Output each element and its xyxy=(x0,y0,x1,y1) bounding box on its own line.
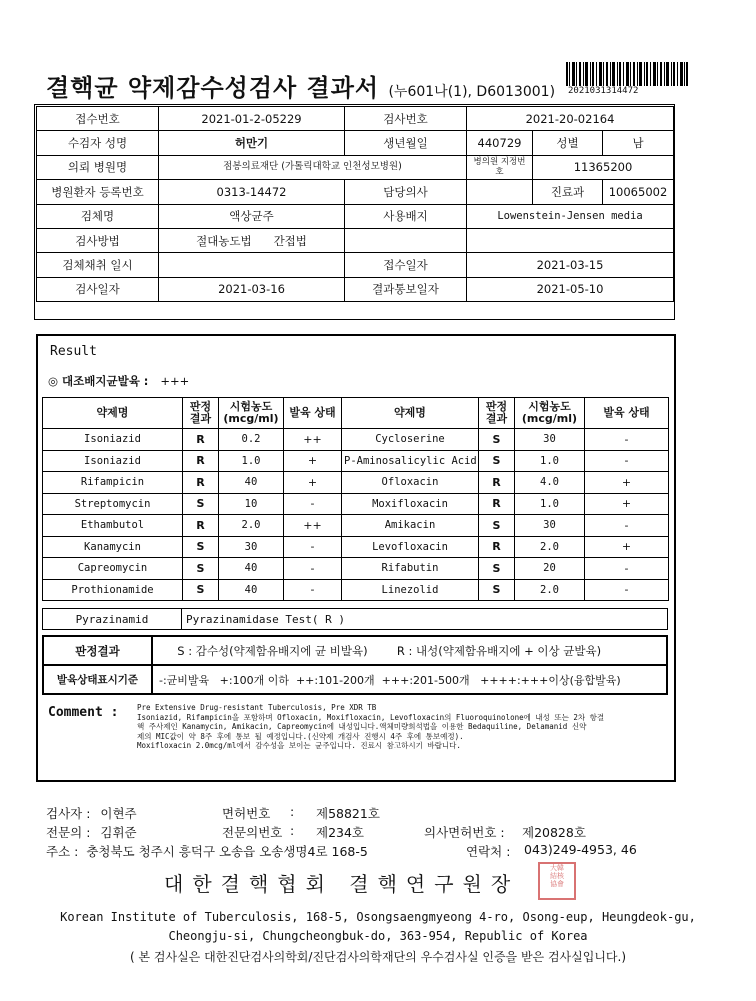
doctor-license: 제20828호 xyxy=(522,825,586,840)
method-2: 간접법 xyxy=(273,233,307,248)
received-date-label: 접수일자 xyxy=(345,253,467,277)
drug-name: Cycloserine xyxy=(342,429,479,451)
comment-line: 제의 MIC값이 약 8주 후에 통보 될 예정입니다.(신약제 개검사 진행시 4주 후에 통보예정). xyxy=(137,731,464,741)
table-row xyxy=(43,429,669,451)
judgement-r: R : 내성(약제함유배지에 + 이상 균발육) xyxy=(396,643,602,658)
patient-name-label: 수검자 성명 xyxy=(37,131,159,155)
control-growth-label: ◎ 대조배지균발육 : xyxy=(48,374,149,388)
license: 제58821호 xyxy=(316,806,380,821)
judgement: R xyxy=(183,515,219,537)
drug-name: Isoniazid xyxy=(43,429,183,451)
header-row xyxy=(37,228,674,252)
drug-name: Kanamycin xyxy=(43,536,183,558)
col-growth: 발육 상태 xyxy=(284,398,342,429)
growth-status: ++ xyxy=(284,515,342,537)
test-date: 2021-03-16 xyxy=(159,277,345,301)
specialist-no-label: 전문의번호 xyxy=(222,825,283,840)
concentration: 2.0 xyxy=(515,536,585,558)
specialist-line xyxy=(46,823,666,841)
drug-table xyxy=(42,397,669,601)
comment-line: Isoniazid, Rifampicin을 포함하며 Ofloxacin, Moxifloxacin, Levofloxacin의 Fluoroquinolone에 내성 또는 2차 항결 xyxy=(137,712,605,722)
legend-judgement-row xyxy=(43,636,667,665)
judgement: R xyxy=(479,493,515,515)
judgement: R xyxy=(183,472,219,494)
specialist: 김휘준 xyxy=(100,825,137,840)
drug-name: Amikacin xyxy=(342,515,479,537)
growth-status: - xyxy=(284,493,342,515)
test-no-label: 검사번호 xyxy=(345,107,467,131)
patient-reg-label: 병원환자 등록번호 xyxy=(37,180,159,204)
control-growth xyxy=(48,373,189,389)
drug-name: Levofloxacin xyxy=(342,536,479,558)
seal-stamp-icon: 大韓 結核 協會 xyxy=(538,862,576,900)
patient-name: 허만기 xyxy=(159,131,345,155)
hospital-label: 의뢰 병원명 xyxy=(37,155,159,179)
specimen: 액상균주 xyxy=(159,204,345,228)
concentration: 30 xyxy=(515,429,585,451)
header-row xyxy=(37,180,674,204)
concentration: 4.0 xyxy=(515,472,585,494)
institution-code-label: 병의원 지정번호 xyxy=(467,155,533,179)
header-row xyxy=(37,253,674,277)
pyrazinamide-value: Pyrazinamidase Test( R ) xyxy=(182,609,668,630)
drug-name: Rifabutin xyxy=(342,558,479,580)
growth-status: - xyxy=(284,558,342,580)
concentration: 0.2 xyxy=(219,429,284,451)
growth-status: + xyxy=(284,472,342,494)
col-drug: 약제명 xyxy=(43,398,183,429)
concentration: 1.0 xyxy=(219,450,284,472)
receipt-no: 2021-01-2-05229 xyxy=(159,107,345,131)
judgement: S xyxy=(479,450,515,472)
address-line xyxy=(46,842,686,860)
growth-status: - xyxy=(585,515,669,537)
sex: 남 xyxy=(603,131,674,155)
concentration: 10 xyxy=(219,493,284,515)
growth-label: 발육상태표시기준 xyxy=(43,665,152,694)
english-address-2: Cheongju-si, Chungcheongbuk-do, 363-954, Republic of Korea xyxy=(168,929,588,943)
specialist-no-sep: : xyxy=(290,823,295,838)
judgement-text xyxy=(152,636,667,665)
dept-label: 진료과 xyxy=(533,180,603,204)
header-row xyxy=(37,204,674,228)
sex-label: 성별 xyxy=(533,131,603,155)
address: 충청북도 청주시 흥덕구 오송읍 오송생명4로 168-5 xyxy=(86,844,368,859)
judgement: R xyxy=(183,450,219,472)
comment-text xyxy=(137,703,662,751)
header-row xyxy=(37,107,674,131)
drug-name: Ethambutol xyxy=(43,515,183,537)
english-address-1: Korean Institute of Tuberculosis, 168-5, Osongsaengmyeong 4-ro, Osong-eup, Heungdeok-gu, xyxy=(60,910,696,924)
barcode-number: 2021031314472 xyxy=(568,86,639,96)
concentration: 2.0 xyxy=(515,579,585,601)
legend-table xyxy=(42,635,668,695)
judgement: S xyxy=(183,536,219,558)
organization-name: 대한결핵협회 결핵연구원장 xyxy=(164,872,520,896)
col-judgement: 판정 결과 xyxy=(183,398,219,429)
judgement: S xyxy=(183,579,219,601)
doctor xyxy=(467,180,533,204)
examiner-label: 검사자 : xyxy=(46,806,91,821)
address-label: 주소 : xyxy=(46,844,79,859)
growth-status: ++ xyxy=(284,429,342,451)
col-drug: 약제명 xyxy=(342,398,479,429)
comment-line: 핵 주사제인 Kanamycin, Amikacin, Capreomycin에 내성입니다.액체미량희석법을 이용한 Bedaquiline, Delamanid 신약 xyxy=(137,722,587,732)
specialist-no: 제234호 xyxy=(316,825,365,840)
medium: Lowenstein-Jensen media xyxy=(467,204,674,228)
certification-note: ( 본 검사실은 대한진단검사의학회/진단검사의학재단의 우수검사실 인증을 받은 검사실입니다.) xyxy=(129,950,626,964)
barcode-icon xyxy=(566,62,688,86)
legend-growth-row xyxy=(43,665,667,694)
growth-status: - xyxy=(585,429,669,451)
method-empty-2 xyxy=(467,228,674,252)
document-title: 결핵균 약제감수성검사 결과서 (누601나(1), D6013001) xyxy=(46,74,556,102)
control-growth-value: +++ xyxy=(160,374,190,388)
hospital: 점봉의료재단 (가톨릭대학교 인천성모병원) xyxy=(159,155,467,179)
dept: 10065002 xyxy=(603,180,674,204)
growth-status: + xyxy=(284,450,342,472)
license-label: 면허번호 xyxy=(222,806,271,821)
concentration: 2.0 xyxy=(219,515,284,537)
comment-line: Moxifloxacin 2.0mcg/ml에서 감수성을 보이는 균주입니다. 진료시 참고하시기 바랍니다. xyxy=(137,741,461,751)
medium-label: 사용배지 xyxy=(345,204,467,228)
contact-label: 연락처 : xyxy=(466,844,511,859)
drug-name: Prothionamide xyxy=(43,579,183,601)
report-date-label: 결과통보일자 xyxy=(345,277,467,301)
judgement: S xyxy=(479,579,515,601)
drug-name: Capreomycin xyxy=(43,558,183,580)
birth-label: 생년월일 xyxy=(345,131,467,155)
drug-name: P-Aminosalicylic Acid xyxy=(342,450,479,472)
collection-date xyxy=(159,253,345,277)
judgement: S xyxy=(479,515,515,537)
header-row xyxy=(37,277,674,301)
concentration: 1.0 xyxy=(515,493,585,515)
pyrazinamide-row xyxy=(43,609,668,630)
growth-status: - xyxy=(284,536,342,558)
judgement: S xyxy=(183,558,219,580)
report-date: 2021-05-10 xyxy=(467,277,674,301)
judgement: R xyxy=(183,429,219,451)
pyrazinamide-label: Pyrazinamid xyxy=(43,609,182,630)
method xyxy=(159,228,345,252)
table-row xyxy=(43,558,669,580)
table-row xyxy=(43,579,669,601)
header-table xyxy=(36,106,674,302)
drug-name: Streptomycin xyxy=(43,493,183,515)
comment-line: Pre Extensive Drug-resistant Tuberculosis, Pre XDR TB xyxy=(137,703,377,712)
table-row xyxy=(43,536,669,558)
growth-status: + xyxy=(585,493,669,515)
drug-name: Rifampicin xyxy=(43,472,183,494)
examiner: 이현주 xyxy=(100,806,137,821)
table-row xyxy=(43,493,669,515)
concentration: 40 xyxy=(219,472,284,494)
license-sep: : xyxy=(290,804,295,819)
concentration: 30 xyxy=(219,536,284,558)
received-date: 2021-03-15 xyxy=(467,253,674,277)
test-date-label: 검사일자 xyxy=(37,277,159,301)
specimen-label: 검체명 xyxy=(37,204,159,228)
doctor-label: 담당의사 xyxy=(345,180,467,204)
judgement: S xyxy=(479,429,515,451)
method-empty xyxy=(345,228,467,252)
patient-reg: 0313-14472 xyxy=(159,180,345,204)
result-label: Result xyxy=(50,344,97,359)
col-concentration: 시험농도 (mcg/ml) xyxy=(219,398,284,429)
drug-name: Moxifloxacin xyxy=(342,493,479,515)
test-no: 2021-20-02164 xyxy=(467,107,674,131)
drug-name: Linezolid xyxy=(342,579,479,601)
document-code: (누601나(1), D6013001) xyxy=(388,84,556,100)
receipt-no-label: 접수번호 xyxy=(37,107,159,131)
header-row xyxy=(37,155,674,179)
col-judgement: 판정 결과 xyxy=(479,398,515,429)
judgement-label: 판정결과 xyxy=(43,636,152,665)
method-1: 절대농도법 xyxy=(196,233,252,248)
concentration: 1.0 xyxy=(515,450,585,472)
growth-text: -:균비발육 +:100개 이하 ++:101-200개 +++:201-500개 ++++:+++이상(융합발육) xyxy=(152,665,667,694)
doctor-license-label: 의사면허번호 : xyxy=(424,825,505,840)
comment-label: Comment : xyxy=(48,705,119,720)
table-row xyxy=(43,450,669,472)
pyrazinamide-table xyxy=(42,608,668,630)
institution-code: 11365200 xyxy=(533,155,674,179)
growth-status: + xyxy=(585,472,669,494)
growth-status: - xyxy=(284,579,342,601)
judgement: S xyxy=(183,493,219,515)
concentration: 40 xyxy=(219,558,284,580)
growth-status: - xyxy=(585,450,669,472)
drug-name: Isoniazid xyxy=(43,450,183,472)
concentration: 30 xyxy=(515,515,585,537)
growth-status: - xyxy=(585,579,669,601)
judgement: R xyxy=(479,472,515,494)
col-concentration: 시험농도 (mcg/ml) xyxy=(515,398,585,429)
collection-date-label: 검체채취 일시 xyxy=(37,253,159,277)
examiner-line xyxy=(46,804,380,822)
judgement: S xyxy=(479,558,515,580)
col-growth: 발육 상태 xyxy=(585,398,669,429)
concentration: 40 xyxy=(219,579,284,601)
growth-status: - xyxy=(585,558,669,580)
header-row xyxy=(37,131,674,155)
table-row xyxy=(43,515,669,537)
drug-name: Ofloxacin xyxy=(342,472,479,494)
birth: 440729 xyxy=(467,131,533,155)
method-label: 검사방법 xyxy=(37,228,159,252)
contact: 043)249-4953, 46 xyxy=(524,842,637,857)
drug-table-header xyxy=(43,398,669,429)
table-row xyxy=(43,472,669,494)
judgement: R xyxy=(479,536,515,558)
growth-status: + xyxy=(585,536,669,558)
specialist-label: 전문의 : xyxy=(46,825,91,840)
judgement-s: S : 감수성(약제함유배지에 균 비발육) xyxy=(177,643,368,658)
concentration: 20 xyxy=(515,558,585,580)
